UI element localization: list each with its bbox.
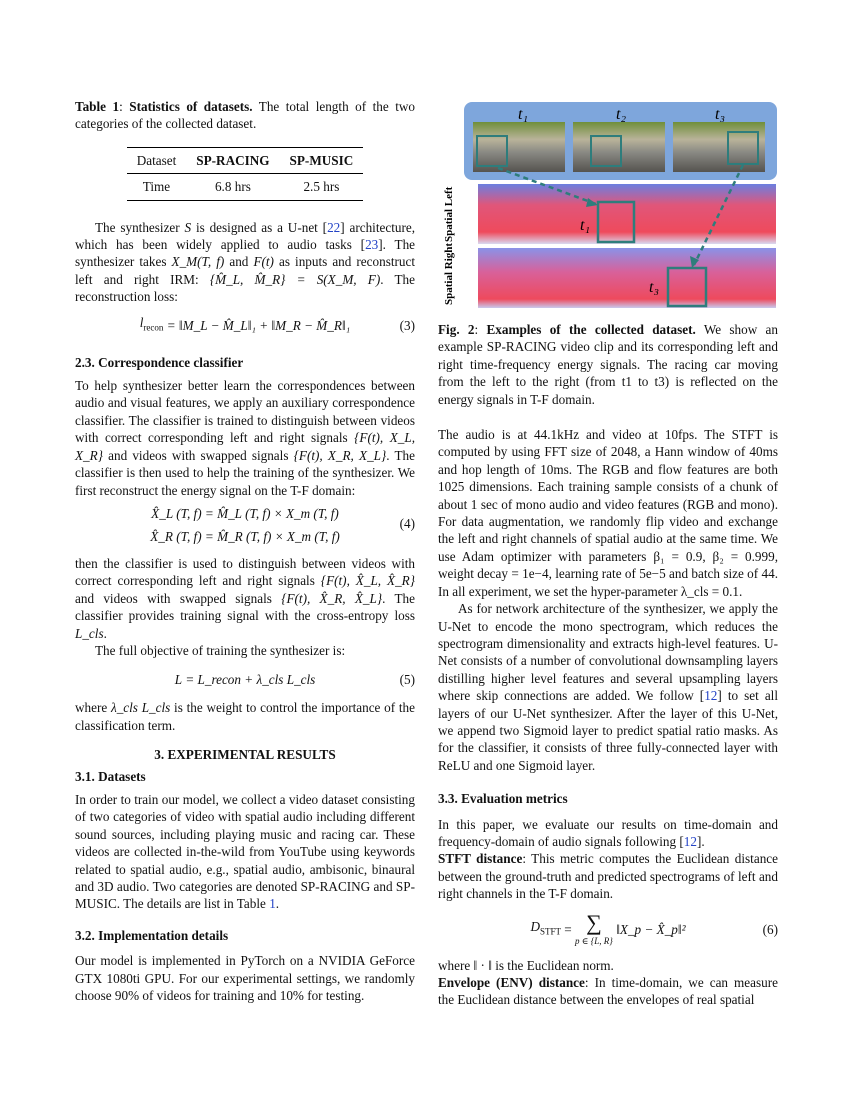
synthesizer-paragraph: The synthesizer S is designed as a U-net [22] architecture, which has been widely applied to audio tasks [23]. The synthesizer takes X_M(T, f) and F(t) as inputs and reconstruct left and right IRM: {M̂_L, M̂_R} = S(X_M, F). The reconstruction loss: (75, 219, 416, 305)
equation-5: L = L_recon + λ_cls L_cls (5) (174, 671, 415, 687)
datasets-paragraph: In order to train our model, we collect a video dataset consisting of two categories of video with spatial audio including different sound sources, including playing music and racing car. These videos are collected in-the-wild from YouTube using keywords related to spatial audio, e.g., spatial audio, ambisonic, binaural and 3D audio. Two categories are denoted SP-RACING and SP-MUSIC. The details are list in Table 1. (75, 791, 415, 912)
table-header-row (127, 147, 364, 173)
energy-label-3: t₃ (649, 279, 660, 296)
spectrogram-right (478, 248, 776, 308)
table-header-cell: Dataset (136, 152, 177, 168)
equation-4: X̂_L (T, f) = M̂_L (T, f) × X_m (T, f) X̂_R (T, f) = M̂_R (T, f) × X_m (T, f) (4) (150, 505, 415, 544)
table-cell: Time (142, 179, 171, 195)
citation-link[interactable]: 12 (704, 688, 718, 704)
audio-settings-paragraph: The audio is at 44.1kHz and video at 10fps. The STFT is computed by using FFT size of 2048, a Hann window of 40ms and hop length of 10ms. The RGB and flow features are both 1025 dimensions. Each training sample consists of a chunk of about 1 sec of mono audio and video features (RGB and mono). For data augmentation, we randomly flip video and exchange the left and right channels of spatial audio at the same time. We use Adam optimizer with parameters β₁ = 0.9, β₂ = 0.999, weight decay = 1e−4, learning rate of 5e−5 and batch size of 44. In all experiment, we set the hyper-parameter λ_cls = 0.1. (438, 427, 778, 599)
citation-link[interactable]: 23 (365, 237, 379, 253)
equation-3: $l_{recon}$ = ‖M_L − M̂_L‖₁ + ‖M_R − M̂_R‖₁ (3) (139, 315, 415, 333)
envelope-distance-paragraph: Envelope (ENV) distance: In time-domain, we can measure the Euclidean distance between the envelopes of real spatial (438, 975, 778, 1008)
equation-number: (5) (399, 671, 415, 687)
time-label-1: t₁ (518, 106, 529, 123)
spectrogram-label-left: Spatial Left (443, 186, 455, 242)
implementation-paragraph: Our model is implemented in PyTorch on a NVIDIA GeForce GTX 1080ti GPU. For our experimental settings, we randomly choose 90% of videos for training and 10% for testing. (75, 953, 415, 1004)
weight-paragraph: where λ_cls L_cls is the weight to control the importance of the classification term. (75, 700, 416, 733)
evaluation-paragraph: In this paper, we evaluate our results on time-domain and frequency-domain of audio signals following [12]. (438, 816, 778, 849)
spectrogram-left (478, 184, 776, 244)
architecture-paragraph: As for network architecture of the synthesizer, we apply the U-Net to encode the mono spectrogram, which reduces the spectrogram dimensionality and extracts high-level features. U-Net consists of a number of convolutional downsampling layers distilling higher level features and several upsampling layers where skip connections are added. We follow [12] to set all layers of our U-Net synthesizer. After the layer of this U-Net, we append two Sigmoid layer to predict spatial ratio masks. As for the classifier, it consists of three fully-connected layer with ReLU and one Sigmoid layer. (438, 601, 778, 773)
section-heading-3-1: 3.1. Datasets (75, 768, 146, 784)
table-header-cell: SP-RACING (196, 152, 270, 168)
video-frame-2 (573, 122, 665, 172)
spectrogram-label-right: Spatial Right (443, 242, 455, 305)
time-label-3: t₃ (715, 106, 726, 123)
section-heading-3: 3. EXPERIMENTAL RESULTS (154, 747, 336, 763)
table-caption: Table 1: Statistics of datasets. The total length of the two categories of the collected dataset. (75, 99, 416, 132)
section-heading-3-2: 3.2. Implementation details (75, 927, 229, 943)
equation-number: (6) (762, 921, 778, 937)
time-label-2: t₂ (616, 106, 627, 123)
figure-2 (438, 102, 778, 317)
table-cell: 2.5 hrs (303, 179, 340, 195)
table-row (127, 174, 364, 200)
citation-link[interactable]: 12 (683, 833, 697, 849)
table-cell: 6.8 hrs (214, 179, 251, 195)
classifier-usage-paragraph: then the classifier is used to distinguish between videos with correct corresponding left and right signals {F(t), X̂_L, X̂_R} and videos with swapped signals {F(t), X̂_R, X̂_L}. The classifier provides training signal with the cross-entropy loss L_cls. (75, 555, 415, 641)
objective-paragraph: The full objective of training the synthesizer is: (95, 642, 346, 658)
datasets-table (127, 147, 364, 201)
stft-distance-paragraph: STFT distance: This metric computes the Euclidean distance between the ground-truth and predicted spectrograms of left and right channels in the T-F domain. (438, 851, 778, 902)
figure-caption: Fig. 2: Examples of the collected dataset. We show an example SP-RACING video clip and its corresponding left and right time-frequency energy signals. The racing car moving from the left to the right (from t1 to t3) is reflected on the energy signals in T-F domain. (438, 322, 778, 407)
right-column (438, 102, 778, 1009)
video-frame-1 (473, 122, 565, 172)
classifier-paragraph: To help synthesizer better learn the correspondences between audio and visual features, we apply an auxiliary correspondence classifier. The classifier is trained to distinguish between videos with correct corresponding left and right signals {F(t), X_L, X_R} and videos with swapped signals {F(t), X_R, X_L}. The classifier is then used to help the training of the synthesizer. We first reconstruct the energy signal on the T-F domain: (75, 378, 415, 498)
energy-label-1: t₁ (580, 217, 591, 234)
norm-paragraph: where ‖ · ‖ is the Euclidean norm. (438, 957, 614, 973)
table-link[interactable]: 1 (269, 896, 276, 912)
left-column (75, 96, 415, 1004)
section-heading-2-3: 2.3. Correspondence classifier (75, 354, 244, 370)
equation-number: (3) (399, 317, 415, 333)
figure-2-graphic (438, 102, 778, 317)
table-header-cell: SP-MUSIC (289, 152, 354, 168)
section-heading-3-3: 3.3. Evaluation metrics (438, 791, 568, 807)
equation-number: (4) (399, 515, 415, 531)
equation-6: $D_{STFT}$ = ∑ p ∈ {L, R} ‖X_p − X̂_p‖² (6) (530, 909, 778, 946)
citation-link[interactable]: 22 (327, 219, 341, 235)
